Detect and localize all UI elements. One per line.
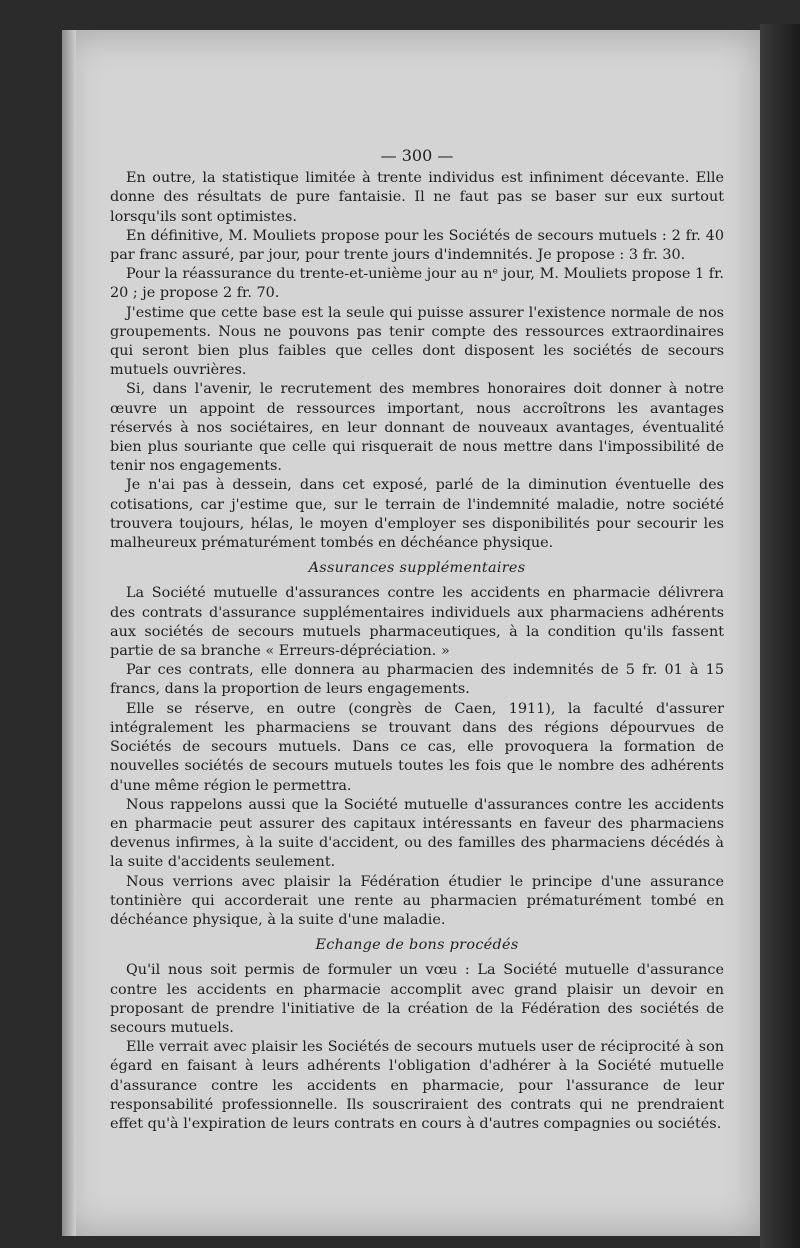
paragraph: Nous rappelons aussi que la Société mutuelle d'assurances contre les accidents en pharmacie peut assurer des capitaux intéressants en faveur des pharmaciens devenus infirmes, à la suite d'accident, ou des familles des pharmaciens décédés à la suite d'accidents seulement. (110, 796, 724, 871)
paragraph: Pour la réassurance du trente-et-unième jour au nᵉ jour, M. Mouliets propose 1 fr. 20 ; je propose 2 fr. 70. (110, 266, 724, 302)
page-text (110, 146, 724, 1134)
paragraph: Si, dans l'avenir, le recrutement des membres honoraires doit donner à notre œuvre un appoint de ressources important, nous accroîtrons les avantages réservés à nos sociétaires, en leur donnant de nouveaux avantages, éventualité bien plus souriante que celle qui risquerait de nous mettre dans l'impossibilité de tenir nos engagements. (110, 381, 724, 475)
book-edge (760, 24, 800, 1248)
paragraph: Nous verrions avec plaisir la Fédération étudier le principe d'une assurance tontinière qui accorderait une rente au pharmacien prématurément tombé en déchéance physique, à la suite d'une maladie. (110, 873, 724, 928)
paragraph: Elle se réserve, en outre (congrès de Caen, 1911), la faculté d'assurer intégralement les pharmaciens se trouvant dans des régions dépourvues de Sociétés de secours mutuels. Dans ce cas, elle provoquera la formation de nouvelles sociétés de secours mutuels toutes les fois que le nombre des adhérents d'une même région le permettra. (110, 700, 724, 794)
paragraph: Qu'il nous soit permis de formuler un vœu : La Société mutuelle d'assurance contre les accidents en pharmacie accomplit avec grand plaisir un devoir en proposant de prendre l'initiative de la création de la Fédération des sociétés de secours mutuels. (110, 962, 724, 1036)
paragraph: Je n'ai pas à dessein, dans cet exposé, parlé de la diminution éventuelle des cotisations, car j'estime que, sur le terrain de l'indemnité maladie, notre société trouvera toujours, hélas, le moyen d'employer ses disponibilités pour secourir les malheureux prématurément tombés en déchéance physique. (110, 477, 724, 552)
paragraph: Par ces contrats, elle donnera au pharmacien des indemnités de 5 fr. 01 à 15 francs, dans la proportion de leurs engagements. (110, 662, 724, 698)
section-heading: Assurances supplémentaires (308, 560, 526, 577)
paragraph: La Société mutuelle d'assurances contre les accidents en pharmacie délivrera des contrats d'assurance supplémentaires individuels aux pharmaciens adhérents aux sociétés de secours mutuels pharmaceutiques, à la condition qu'ils fassent partie de sa branche « Erreurs-dépréciation. » (110, 585, 724, 660)
paragraph: Elle verrait avec plaisir les Sociétés de secours mutuels user de réciprocité à son égard en faisant à leurs adhérents l'obligation d'adhérer à la Société mutuelle d'assurance contre les accidents en pharmacie, pour l'assurance de leur responsabilité professionnelle. Ils souscriraient des contrats qui ne prendraient effet qu'à l'expiration de leurs contrats en cours à d'autres compagnies ou sociétés. (110, 1039, 724, 1132)
section-heading: Echange de bons procédés (315, 937, 519, 954)
paragraph: En outre, la statistique limitée à trente individus est infiniment décevante. Elle donne des résultats de pure fantaisie. Il ne faut pas se baser sur eux surtout lorsqu'ils sont optimistes. (110, 170, 724, 225)
paragraph: En définitive, M. Mouliets propose pour les Sociétés de secours mutuels : 2 fr. 40 par franc assuré, par jour, pour trente jours d'indemnités. Je propose : 3 fr. 30. (110, 227, 724, 264)
page-binding-edge (62, 30, 76, 1236)
page-number: — 300 — (380, 146, 454, 165)
paragraph: J'estime que cette base est la seule qui puisse assurer l'existence normale de nos groupements. Nous ne pouvons pas tenir compte des ressources extraordinaires qui seront bien plus faibles que celles dont disposent les sociétés de secours mutuels ouvrières. (110, 304, 724, 379)
